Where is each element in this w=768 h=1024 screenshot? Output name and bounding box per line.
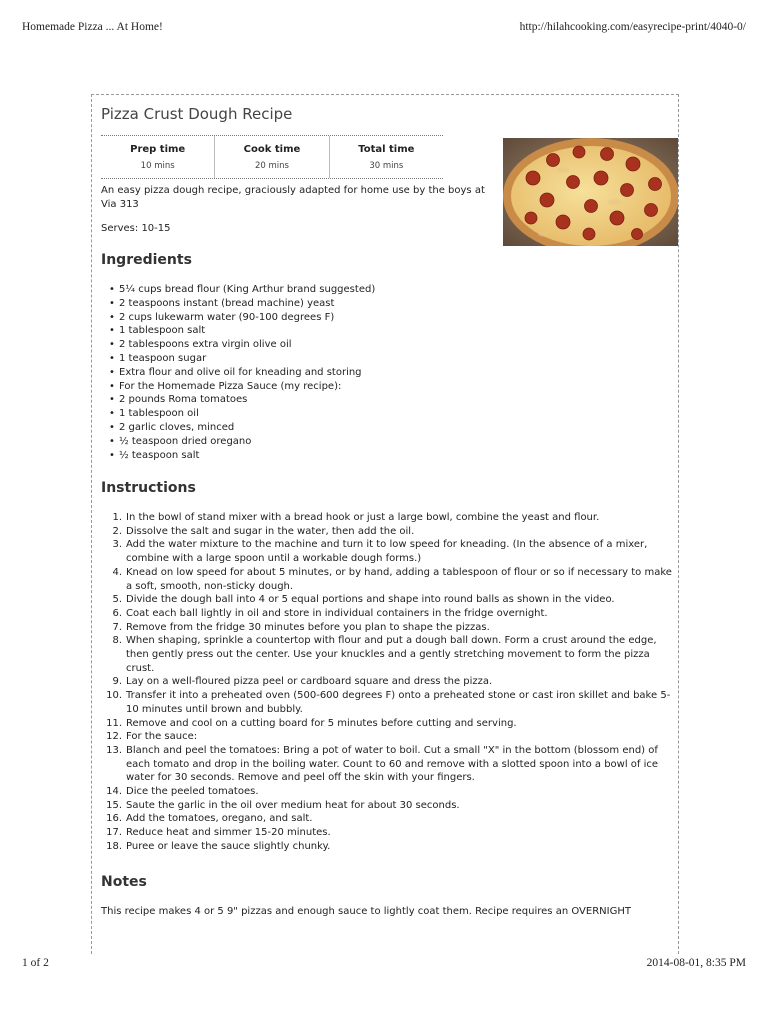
step-text: Dice the peeled tomatoes. bbox=[126, 786, 259, 798]
ingredient-item: • ½ teaspoon dried oregano bbox=[101, 435, 375, 449]
step-number: 5. bbox=[112, 594, 122, 606]
step-number: 8. bbox=[112, 635, 122, 647]
instruction-step bbox=[101, 826, 676, 840]
print-page-url: http://hilahcooking.com/easyrecipe-print/4040-0/ bbox=[519, 21, 746, 33]
recipe-times bbox=[101, 135, 443, 179]
instruction-step bbox=[101, 840, 676, 854]
step-text: When shaping, sprinkle a countertop with flour and put a dough ball down. Form a crust around the edge, then gently press out the center. Use your knuckles and a gently stretching movement to form the pizza crust. bbox=[126, 635, 657, 674]
ingredient-item: • 1 teaspoon sugar bbox=[101, 352, 375, 366]
step-number: 14. bbox=[106, 786, 122, 798]
cook-time bbox=[214, 136, 328, 178]
pizza-photo bbox=[503, 138, 678, 246]
instructions-heading: Instructions bbox=[101, 480, 196, 496]
notes-text: This recipe makes 4 or 5 9" pizzas and enough sauce to lightly coat them. Recipe requires an OVERNIGHT bbox=[101, 906, 631, 917]
step-text: Lay on a well-floured pizza peel or cardboard square and dress the pizza. bbox=[126, 676, 493, 688]
instruction-step bbox=[101, 799, 676, 813]
instruction-step bbox=[101, 744, 676, 785]
prep-time bbox=[101, 136, 214, 178]
ingredient-item: • 2 tablespoons extra virgin olive oil bbox=[101, 338, 375, 352]
step-text: Add the tomatoes, oregano, and salt. bbox=[126, 813, 313, 825]
ingredients-heading: Ingredients bbox=[101, 252, 192, 268]
instruction-step bbox=[101, 785, 676, 799]
step-text: Coat each ball lightly in oil and store in individual containers in the fridge overnight. bbox=[126, 607, 548, 619]
instruction-step bbox=[101, 730, 676, 744]
instruction-step bbox=[101, 689, 676, 716]
cook-time-label: Cook time bbox=[243, 144, 301, 155]
print-header bbox=[22, 21, 746, 33]
step-text: Add the water mixture to the machine and turn it to low speed for kneading. (In the absence of a mixer, combine with a large spoon until a workable dough forms.) bbox=[126, 539, 648, 565]
step-text: In the bowl of stand mixer with a bread hook or just a large bowl, combine the yeast and flour. bbox=[126, 512, 600, 523]
instruction-step bbox=[101, 593, 676, 607]
total-time bbox=[329, 136, 443, 178]
prep-time-label: Prep time bbox=[130, 144, 186, 155]
ingredient-item: • 2 garlic cloves, minced bbox=[101, 421, 375, 435]
prep-time-value: 10 mins bbox=[140, 161, 175, 171]
ingredient-item: • 5¼ cups bread flour (King Arthur brand suggested) bbox=[101, 283, 375, 297]
cook-time-value: 20 mins bbox=[255, 161, 289, 171]
step-number: 10. bbox=[106, 690, 122, 702]
print-footer bbox=[22, 957, 746, 969]
instruction-step bbox=[101, 566, 676, 593]
step-text: Blanch and peel the tomatoes: Bring a pot of water to boil. Cut a small "X" in the bottom (blossom end) of each tomato and drop in the boiling water. Count to 60 and remove with a slotted spoon into a bowl of ice water for 30 seconds. Remove and peel off the skin with your fingers. bbox=[126, 744, 659, 784]
instruction-step bbox=[101, 525, 676, 539]
step-text: Remove from the fridge 30 minutes before you plan to shape the pizzas. bbox=[126, 621, 490, 633]
ingredients-list bbox=[101, 283, 375, 462]
ingredient-item: • Extra flour and olive oil for kneading and storing bbox=[101, 366, 375, 380]
step-text: Reduce heat and simmer 15-20 minutes. bbox=[126, 827, 331, 839]
step-text: Knead on low speed for about 5 minutes, or by hand, adding a tablespoon of flour or so if necessary to make a soft, smooth, non-sticky dough. bbox=[126, 566, 672, 592]
instruction-step bbox=[101, 634, 676, 675]
step-number: 16. bbox=[106, 813, 122, 825]
instruction-step bbox=[101, 511, 676, 525]
total-time-label: Total time bbox=[358, 144, 415, 155]
total-time-value: 30 mins bbox=[369, 161, 404, 171]
step-number: 13. bbox=[106, 744, 122, 756]
ingredient-item: • 2 cups lukewarm water (90-100 degrees F) bbox=[101, 311, 375, 325]
step-number: 12. bbox=[106, 731, 122, 743]
instruction-step bbox=[101, 621, 676, 635]
step-text: Dissolve the salt and sugar in the water, then add the oil. bbox=[126, 525, 415, 537]
step-text: Divide the dough ball into 4 or 5 equal portions and shape into round balls as shown in the video. bbox=[126, 594, 615, 606]
step-number: 2. bbox=[112, 525, 122, 537]
step-number: 18. bbox=[106, 840, 122, 852]
instruction-step bbox=[101, 538, 676, 565]
recipe-card bbox=[91, 94, 679, 954]
notes-heading: Notes bbox=[101, 874, 147, 890]
ingredient-item: • ½ teaspoon salt bbox=[101, 449, 375, 463]
ingredient-item: • For the Homemade Pizza Sauce (my recipe): bbox=[101, 380, 375, 394]
instructions-list bbox=[101, 511, 676, 854]
print-datetime: 2014-08-01, 8:35 PM bbox=[646, 957, 746, 969]
ingredient-item: • 1 tablespoon oil bbox=[101, 407, 375, 421]
step-number: 6. bbox=[112, 607, 122, 619]
step-text: For the sauce: bbox=[126, 731, 198, 743]
step-number: 1. bbox=[112, 512, 122, 523]
step-number: 7. bbox=[112, 621, 122, 633]
ingredient-item: • 2 pounds Roma tomatoes bbox=[101, 393, 375, 407]
instruction-step bbox=[101, 717, 676, 731]
step-number: 4. bbox=[112, 566, 122, 578]
step-number: 11. bbox=[106, 717, 122, 729]
step-number: 3. bbox=[112, 539, 122, 551]
recipe-title: Pizza Crust Dough Recipe bbox=[101, 105, 293, 123]
step-text: Saute the garlic in the oil over medium heat for about 30 seconds. bbox=[126, 799, 460, 811]
instruction-step bbox=[101, 675, 676, 689]
instruction-step bbox=[101, 812, 676, 826]
step-number: 15. bbox=[106, 799, 122, 811]
step-number: 9. bbox=[112, 676, 122, 688]
ingredient-item: • 2 teaspoons instant (bread machine) yeast bbox=[101, 297, 375, 311]
print-page-title: Homemade Pizza ... At Home! bbox=[22, 21, 163, 33]
step-number: 17. bbox=[106, 827, 122, 839]
step-text: Remove and cool on a cutting board for 5 minutes before cutting and serving. bbox=[126, 717, 517, 729]
recipe-summary: An easy pizza dough recipe, graciously adapted for home use by the boys at Via 313 bbox=[101, 185, 485, 210]
recipe-serves: Serves: 10-15 bbox=[101, 223, 171, 234]
page-count: 1 of 2 bbox=[22, 957, 49, 969]
step-text: Puree or leave the sauce slightly chunky. bbox=[126, 840, 331, 852]
instruction-step bbox=[101, 607, 676, 621]
step-text: Transfer it into a preheated oven (500-600 degrees F) onto a preheated stone or cast iron skillet and bake 5-10 minutes until brown and bubbly. bbox=[126, 690, 671, 715]
ingredient-item: • 1 tablespoon salt bbox=[101, 324, 375, 338]
